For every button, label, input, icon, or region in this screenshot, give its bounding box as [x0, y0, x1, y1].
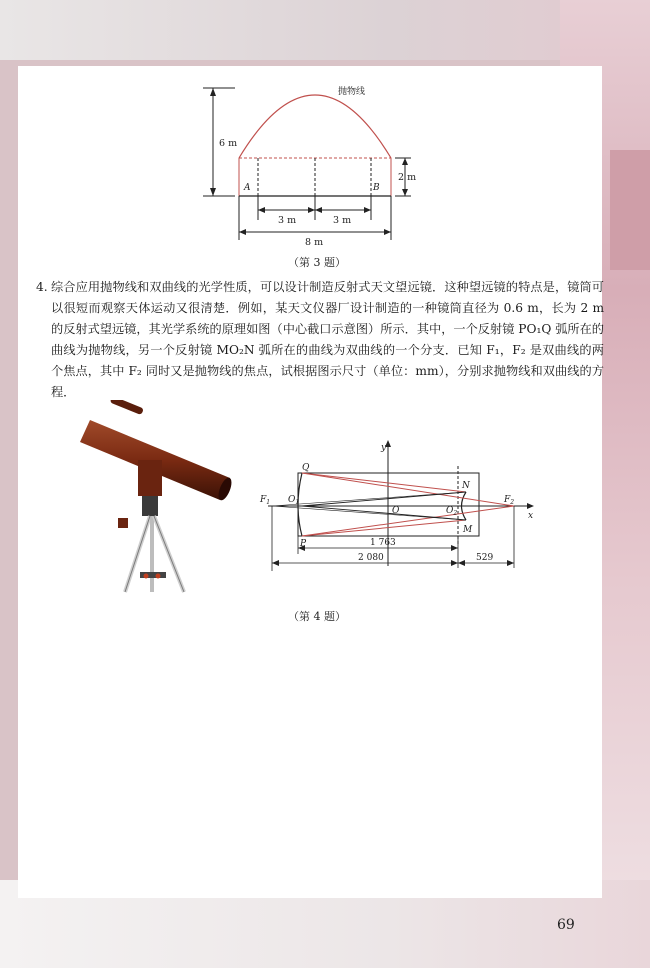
svg-text:O2 [446, 506, 457, 517]
o1-subscript: 1 [295, 499, 300, 506]
y-axis-label: y [381, 443, 387, 453]
origin-label: O [392, 506, 400, 516]
height-label: 6 m [219, 138, 238, 149]
dim-outer-label: 2 080 [358, 553, 384, 563]
n-label: N [462, 481, 470, 491]
background-band-top [0, 0, 650, 60]
figure-4-optics-diagram [258, 436, 548, 571]
side-height-label: 2 m [398, 172, 417, 183]
p-label: P [300, 539, 307, 549]
problem-number: 4. [36, 280, 48, 294]
width-left-label: 3 m [278, 215, 297, 226]
figure-3-caption: （第 3 题） [288, 256, 346, 269]
q-label: Q [302, 463, 310, 473]
telescope-photo [80, 400, 250, 600]
f1-subscript: 1 [266, 499, 271, 506]
f2-label: F [504, 495, 511, 505]
problem-4 [36, 277, 604, 403]
x-axis-label: x [528, 511, 534, 521]
width-right-label: 3 m [333, 215, 352, 226]
background-block [610, 150, 650, 270]
dim-right-label: 529 [476, 553, 494, 563]
o1-label: O [288, 495, 296, 505]
figure-3-arch-diagram [195, 80, 435, 255]
svg-text:F2 [503, 495, 514, 506]
point-b-label: B [373, 183, 380, 193]
parabola-label: 抛物线 [338, 87, 366, 97]
f1-label: F [260, 495, 267, 505]
problem-text: 综合应用抛物线和双曲线的光学性质，可以设计制造反射式天文望远镜．这种望远镜的特点是，镜筒可以很短而观察天体运动又很清楚．例如，某天文仪器厂设计制造的一种镜筒直径为 0.6 m，长为 2 m 的反射式望远镜，其光学系统的原理如图（中心截口示意图）所示．其中，一个反射镜 PO₁Q 弧所在的曲线为抛物线，另一个反射镜 MO₂N 弧所在的曲线为双曲线的一个分支．已知 F₁，F₂ 是双曲线的两个焦点，其中 F₂ 同时又是抛物线的焦点，试根据图示尺寸（单位：mm），分别求抛物线和双曲线的方程． [51, 280, 604, 399]
f2-subscript: 2 [510, 499, 515, 506]
parabola-curve [239, 95, 391, 158]
o2-label: O [446, 506, 454, 516]
point-a-label: A [244, 183, 251, 193]
figure-4-caption: （第 4 题） [288, 610, 346, 623]
o2-subscript: 2 [453, 510, 458, 517]
total-width-label: 8 m [305, 237, 324, 248]
svg-text:F1 [259, 495, 270, 506]
m-label: M [463, 525, 473, 535]
page-number: 69 [557, 917, 575, 933]
dim-inner-label: 1 763 [370, 538, 396, 548]
